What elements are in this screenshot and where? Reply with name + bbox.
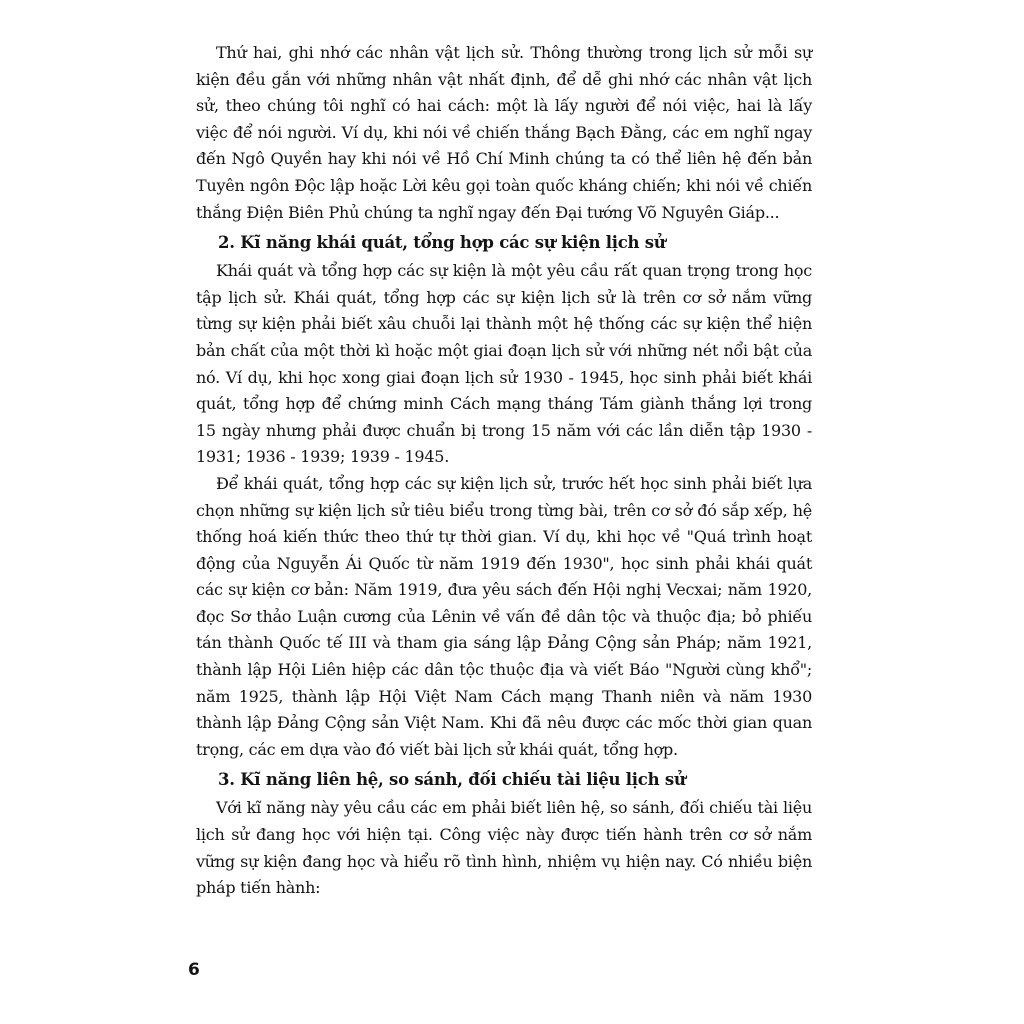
document-page: [196, 40, 812, 940]
paragraph-comparison-intro: Với kĩ năng này yêu cầu các em phải biết liên hệ, so sánh, đối chiếu tài liệu lịch sử đang học với hiện tại. Công việc này được tiến hành trên cơ sở nắm vững sự kiện đang học và hiểu rõ tình hình, nhiệm vụ hiện nay. Có nhiều biện pháp tiến hành:: [196, 798, 812, 898]
section-heading-3: 3. Kĩ năng liên hệ, so sánh, đối chiếu tài liệu lịch sử: [218, 770, 686, 790]
page-number: 6: [188, 960, 200, 980]
paragraph-generalization-intro: Khái quát và tổng hợp các sự kiện là một yêu cầu rất quan trọng trong học tập lịch sử. Khái quát, tổng hợp các sự kiện lịch sử là trên cơ sở nắm vững từng sự kiện phải biết xâu chuỗi lại thành một hệ thống các sự kiện thể hiện bản chất của một thời kì hoặc một giai đoạn lịch sử với những nét nổi bật của nó. Ví dụ, khi học xong giai đoạn lịch sử 1930 - 1945, học sinh phải biết khái quát, tổng hợp để chứng minh Cách mạng tháng Tám giành thắng lợi trong 15 ngày nhưng phải được chuẩn bị trong 15 năm với các lần diễn tập 1930 - 1931; 1936 - 1939; 1939 - 1945.: [196, 261, 812, 467]
section-heading-2: 2. Kĩ năng khái quát, tổng hợp các sự kiện lịch sử: [218, 233, 666, 253]
paragraph-generalization-example: Để khái quát, tổng hợp các sự kiện lịch sử, trước hết học sinh phải biết lựa chọn những sự kiện lịch sử tiêu biểu trong từng bài, trên cơ sở đó sắp xếp, hệ thống hoá kiến thức theo thứ tự thời gian. Ví dụ, khi học về "Quá trình hoạt động của Nguyễn Ái Quốc từ năm 1919 đến 1930", học sinh phải khái quát các sự kiện cơ bản: Năm 1919, đưa yêu sách đến Hội nghị Vecxai; năm 1920, đọc Sơ thảo Luận cương của Lênin về vấn đề dân tộc và thuộc địa; bỏ phiếu tán thành Quốc tế III và tham gia sáng lập Đảng Cộng sản Pháp; năm 1921, thành lập Hội Liên hiệp các dân tộc thuộc địa và viết Báo "Người cùng khổ"; năm 1925, thành lập Hội Việt Nam Cách mạng Thanh niên và năm 1930 thành lập Đảng Cộng sản Việt Nam. Khi đã nêu được các mốc thời gian quan trọng, các em dựa vào đó viết bài lịch sử khái quát, tổng hợp.: [196, 473, 812, 759]
paragraph-historical-figures: Thứ hai, ghi nhớ các nhân vật lịch sử. Thông thường trong lịch sử mỗi sự kiện đều gắn với những nhân vật nhất định, để dễ ghi nhớ các nhân vật lịch sử, theo chúng tôi nghĩ có hai cách: một là lấy người để nói việc, hai là lấy việc để nói người. Ví dụ, khi nói về chiến thắng Bạch Đằng, các em nghĩ ngay đến Ngô Quyền hay khi nói về Hồ Chí Minh chúng ta có thể liên hệ đến bản Tuyên ngôn Độc lập hoặc Lời kêu gọi toàn quốc kháng chiến; khi nói về chiến thắng Điện Biên Phủ chúng ta nghĩ ngay đến Đại tướng Võ Nguyên Giáp...: [196, 43, 812, 222]
